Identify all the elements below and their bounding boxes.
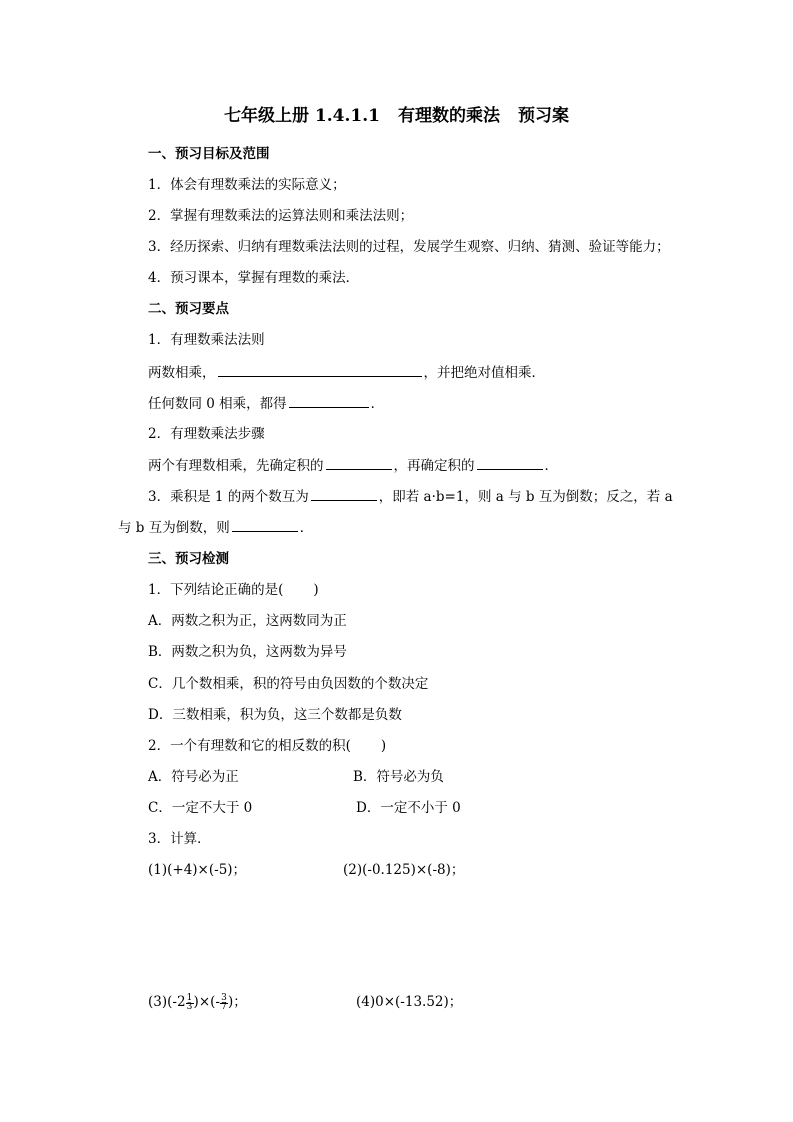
- reciprocal-line-1: 3．乘积是 1 的两个数互为 ，即若 a·b=1，则 a 与 b 互为倒数；反之，若 a: [148, 489, 673, 505]
- section1-heading: 一、预习目标及范围: [148, 146, 270, 162]
- steps-title: 2．有理数乘法步骤: [148, 426, 265, 442]
- question-1-option-d: D．三数相乘，积为负，这三个数都是负数: [148, 707, 402, 723]
- rule-line-2: 任何数同 0 相乘，都得 ．: [148, 396, 385, 412]
- question-2-option-d: D．一定不小于 0: [356, 800, 461, 816]
- goal-item-3: 3．经历探索、归纳有理数乘法法则的过程，发展学生观察、归纳、猜测、验证等能力；: [148, 239, 670, 255]
- fill-blank[interactable]: [218, 363, 422, 377]
- question-2-stem: 2．一个有理数和它的相反数的积( ): [148, 738, 387, 754]
- fill-blank[interactable]: [326, 456, 392, 470]
- goal-item-1: 1．体会有理数乘法的实际意义；: [148, 177, 346, 193]
- fill-blank[interactable]: [311, 487, 377, 501]
- rule-title: 1．有理数乘法法则: [148, 332, 265, 348]
- expression-3: (3)(-2 $\frac{1}{3}$ )×(- $\frac{3}{7}$ )；: [148, 992, 247, 1012]
- rule-line-1: 两数相乘， ，并把绝对值相乘．: [148, 365, 545, 381]
- fill-blank[interactable]: [477, 456, 543, 470]
- question-1-option-c: C．几个数相乘，积的符号由负因数的个数决定: [148, 676, 429, 692]
- goal-item-4: 4．预习课本，掌握有理数的乘法．: [148, 270, 360, 286]
- section2-heading: 二、预习要点: [148, 301, 229, 317]
- question-1-option-b: B．两数之积为负，这两数为异号: [148, 644, 347, 660]
- steps-line: 两个有理数相乘，先确定积的 ，再确定积的 ．: [148, 458, 558, 474]
- goal-item-2: 2．掌握有理数乘法的运算法则和乘法法则；: [148, 208, 414, 224]
- expression-1: (1)(+4)×(-5)；: [148, 862, 247, 878]
- question-2-option-b: B．符号必为负: [353, 769, 444, 785]
- expression-2: (2)(-0.125)×(-8)；: [343, 862, 465, 878]
- fraction: $\frac{3}{7}$: [221, 992, 227, 1012]
- fill-blank[interactable]: [232, 518, 298, 532]
- question-2-option-a: A．符号必为正: [148, 769, 239, 785]
- fill-blank[interactable]: [289, 394, 369, 408]
- expression-4: (4)0×(-13.52)；: [356, 994, 463, 1010]
- question-3-stem: 3．计算．: [148, 831, 211, 847]
- question-1-option-a: A．两数之积为正，这两数同为正: [148, 613, 347, 629]
- fraction: $\frac{1}{3}$: [186, 992, 193, 1012]
- reciprocal-line-2: 与 b 互为倒数，则 ．: [118, 520, 314, 536]
- title-type: 预习案: [518, 106, 569, 126]
- title-topic: 有理数的乘法: [398, 106, 500, 126]
- question-2-option-c: C．一定不大于 0: [148, 800, 253, 816]
- title-grade: 七年级上册 1.4.1.1: [224, 106, 380, 126]
- page-title: [0, 105, 793, 127]
- section3-heading: 三、预习检测: [148, 551, 229, 567]
- question-1-stem: 1．下列结论正确的是( ): [148, 582, 319, 598]
